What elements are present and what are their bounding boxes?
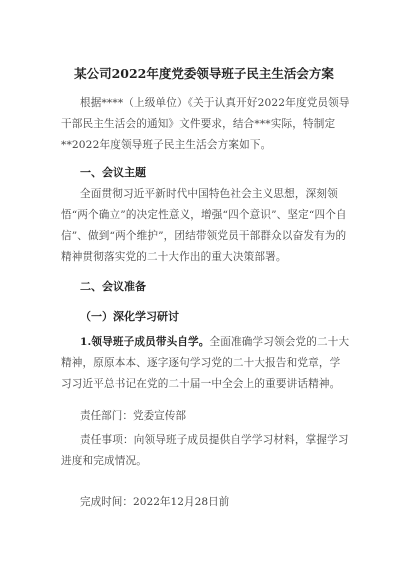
document-title: 某公司2022年度党委领导班子民主生活会方案 <box>74 66 334 81</box>
topic-paragraph: 全面贯彻习近平新时代中国特色社会主义思想，深刻领悟“两个确立”的决定性意义，增强“四个意识”、坚定“四个自信”、做到“两个维护”，团结带领党员干部群众以奋发有为的精神贯彻落实党的二十大作出的重大决策部署。 <box>61 188 347 263</box>
study-item-body: 全面准确学习领会党的二十大精神，原原本本、逐字逐句学习党的二十大报告和党章，学习习近平总书记在党的二十届一中全会上的重要讲话精神。 <box>61 336 350 390</box>
study-item-paragraph <box>61 332 351 395</box>
responsibility-paragraph: 责任事项：向领导班子成员提供自学学习材料，掌握学习进度和完成情况。 <box>61 434 349 467</box>
section-heading-topic: 一、会议主题 <box>80 166 146 179</box>
section-heading-preparation: 二、会议准备 <box>80 280 146 293</box>
subsection-heading-study: （一）深化学习研讨 <box>80 310 179 323</box>
responsible-department: 责任部门：党委宣传部 <box>80 410 186 422</box>
study-item-lead: 1.领导班子成员带头自学。 <box>80 336 210 348</box>
intro-paragraph: 根据****（上级单位）《关于认真开好2022年度党员领导干部民主生活会的通知》文件要求，结合***实际，特制定**2022年度领导班子民主生活会方案如下。 <box>61 97 350 151</box>
completion-deadline: 完成时间：2022年12月28日前 <box>80 496 230 508</box>
